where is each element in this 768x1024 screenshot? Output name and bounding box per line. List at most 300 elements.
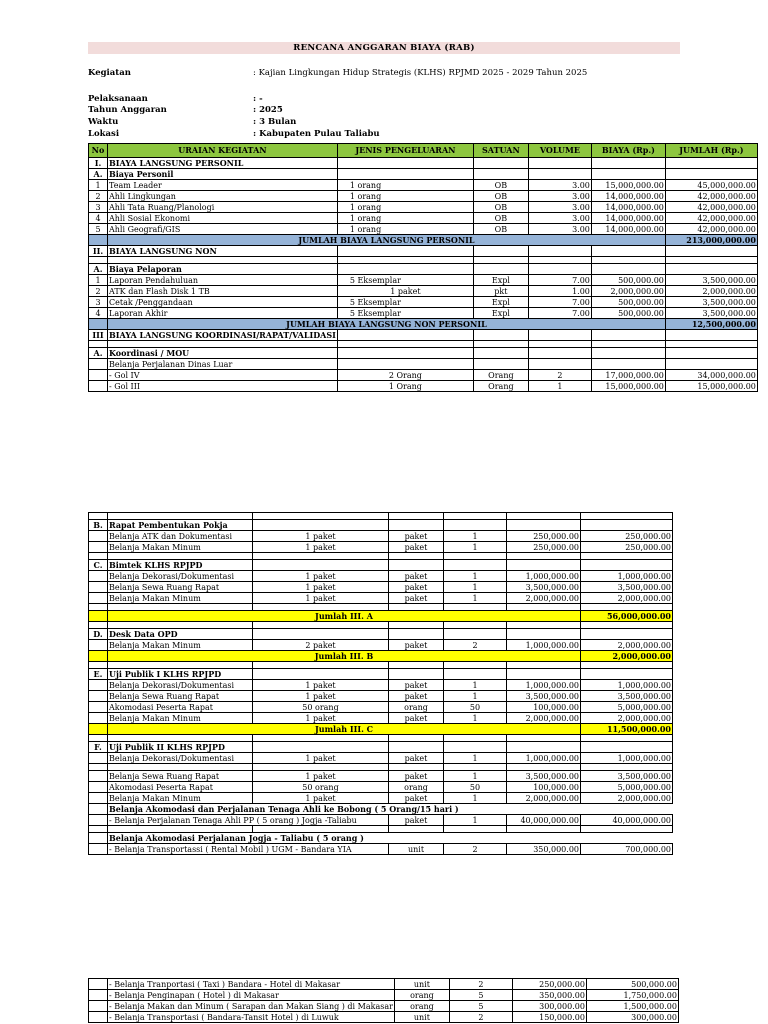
row-volume	[528, 341, 591, 348]
table-row	[89, 815, 673, 826]
row-volume: 2	[444, 844, 507, 855]
column-header: URAIAN KEGIATAN	[108, 144, 338, 158]
row-cost: 250,000.00	[507, 542, 581, 553]
row-expense-type	[253, 520, 389, 531]
table-row	[89, 826, 673, 833]
row-expense-type: 1 paket	[253, 593, 389, 604]
row-volume	[444, 742, 507, 753]
row-total: 1,000,000.00	[581, 753, 673, 764]
row-description: - Belanja Transportassi ( Rental Mobil ) UGM - Bandara YIA	[108, 844, 389, 855]
row-description: ATK dan Flash Disk 1 TB	[108, 286, 338, 297]
row-cost: 2,000,000.00	[591, 286, 665, 297]
row-unit: paket	[389, 771, 444, 782]
row-cost: 100,000.00	[507, 702, 581, 713]
row-unit	[473, 158, 528, 169]
row-description: Ahli Sosial Ekonomi	[108, 213, 338, 224]
row-description: - Gol III	[108, 381, 338, 392]
row-expense-type: 5 Eksemplar	[337, 275, 473, 286]
row-total	[665, 348, 757, 359]
section-row	[89, 169, 758, 180]
row-volume: 1	[444, 582, 507, 593]
row-description	[108, 826, 253, 833]
row-description: Belanja Makan Minum	[108, 593, 253, 604]
row-number: F.	[89, 742, 108, 753]
row-cost	[507, 520, 581, 531]
row-number	[89, 370, 108, 381]
row-unit: unit	[394, 979, 449, 990]
row-total	[581, 604, 673, 611]
row-volume: 3.00	[528, 224, 591, 235]
row-description: - Belanja Tranportasi ( Taxi ) Bandara - Hotel di Makasar	[108, 979, 395, 990]
section-row	[89, 669, 673, 680]
row-cost: 350,000.00	[507, 844, 581, 855]
row-number: A.	[89, 169, 108, 180]
subtotal-row	[89, 724, 673, 735]
row-total	[581, 662, 673, 669]
row-volume: 1	[444, 793, 507, 804]
row-unit	[389, 669, 444, 680]
row-description: Belanja Dekorasi/Dokumentasi	[108, 680, 253, 691]
row-number: B.	[89, 520, 108, 531]
row-expense-type	[253, 826, 389, 833]
row-total: 2,000,000.00	[581, 793, 673, 804]
table-row	[89, 979, 679, 990]
row-unit	[389, 604, 444, 611]
row-expense-type	[253, 629, 389, 640]
row-volume	[444, 604, 507, 611]
row-volume: 50	[444, 782, 507, 793]
table-row	[89, 604, 673, 611]
row-description: Uji Publik II KLHS RPJPD	[108, 742, 253, 753]
row-number	[89, 513, 108, 520]
table-row	[89, 513, 673, 520]
row-cost: 14,000,000.00	[591, 213, 665, 224]
row-expense-type	[253, 662, 389, 669]
table-row	[89, 286, 758, 297]
row-cost: 3,500,000.00	[507, 582, 581, 593]
row-cost	[507, 742, 581, 753]
row-unit	[389, 553, 444, 560]
table-row	[89, 381, 758, 392]
row-cost	[507, 622, 581, 629]
row-volume: 1	[444, 542, 507, 553]
row-unit: Expl	[473, 308, 528, 319]
row-expense-type	[337, 169, 473, 180]
section-row	[89, 158, 758, 169]
table-row	[89, 844, 673, 855]
row-cost	[591, 169, 665, 180]
row-number: III	[89, 330, 108, 341]
row-number	[89, 341, 108, 348]
row-volume: 2	[449, 979, 512, 990]
row-cost: 2,000,000.00	[507, 793, 581, 804]
row-volume	[444, 553, 507, 560]
table-row	[89, 804, 673, 815]
table-row	[89, 990, 679, 1001]
row-description: Ahli Tata Ruang/Planologi	[108, 202, 338, 213]
meta-value: : -	[253, 94, 263, 104]
row-volume	[528, 264, 591, 275]
row-number	[89, 1001, 108, 1012]
row-cost	[507, 669, 581, 680]
row-expense-type: 5 Eksemplar	[337, 308, 473, 319]
subtotal-value: 2,000,000.00	[581, 651, 673, 662]
table-row	[89, 257, 758, 264]
row-cost	[507, 662, 581, 669]
row-expense-type: 1 orang	[337, 180, 473, 191]
row-expense-type	[253, 735, 389, 742]
cell	[89, 611, 108, 622]
row-total	[581, 735, 673, 742]
row-unit: paket	[389, 713, 444, 724]
table-row	[89, 571, 673, 582]
row-total: 250,000.00	[581, 531, 673, 542]
cell	[89, 319, 108, 330]
row-volume	[528, 348, 591, 359]
row-total: 500,000.00	[586, 979, 678, 990]
row-total: 3,500,000.00	[581, 771, 673, 782]
row-expense-type	[253, 764, 389, 771]
row-description	[108, 735, 253, 742]
row-cost: 350,000.00	[512, 990, 586, 1001]
row-total	[581, 553, 673, 560]
row-description: BIAYA LANGSUNG NON	[108, 246, 338, 257]
row-number	[89, 662, 108, 669]
table-row	[89, 202, 758, 213]
meta-value: : Kajian Lingkungan Hidup Strategis (KLHS) RPJMD 2025 - 2029 Tahun 2025	[253, 68, 588, 78]
row-number	[89, 640, 108, 651]
section-row	[89, 560, 673, 571]
row-number	[89, 771, 108, 782]
row-unit: paket	[389, 640, 444, 651]
budget-table-part-1	[88, 143, 758, 392]
row-description: - Belanja Perjalanan Tenaga Ahli PP ( 5 orang ) Jogja -Taliabu	[108, 815, 389, 826]
row-total: 5,000,000.00	[581, 782, 673, 793]
row-number	[89, 622, 108, 629]
row-number: A.	[89, 264, 108, 275]
row-expense-type: 1 paket	[253, 691, 389, 702]
row-expense-type: 50 orang	[253, 782, 389, 793]
row-expense-type	[253, 560, 389, 571]
row-volume	[444, 622, 507, 629]
row-number	[89, 553, 108, 560]
row-cost	[591, 330, 665, 341]
row-description: - Belanja Transportasi ( Bandara-Tansit Hotel ) di Luwuk	[108, 1012, 395, 1023]
cell	[89, 833, 108, 844]
row-unit: paket	[389, 793, 444, 804]
row-unit: paket	[389, 593, 444, 604]
row-description	[108, 622, 253, 629]
row-expense-type	[253, 669, 389, 680]
row-volume	[444, 764, 507, 771]
meta-value: : 3 Bulan	[253, 117, 297, 127]
row-total	[665, 169, 757, 180]
row-total	[581, 764, 673, 771]
row-cost	[591, 348, 665, 359]
row-description: Laporan Pendahuluan	[108, 275, 338, 286]
row-total: 1,500,000.00	[586, 1001, 678, 1012]
row-expense-type	[337, 330, 473, 341]
row-description	[108, 513, 253, 520]
row-total: 34,000,000.00	[665, 370, 757, 381]
table-row	[89, 793, 673, 804]
row-cost	[591, 359, 665, 370]
table-row	[89, 359, 758, 370]
table-row	[89, 191, 758, 202]
row-volume: 7.00	[528, 275, 591, 286]
row-unit: OB	[473, 191, 528, 202]
row-description: Cetak /Penggandaan	[108, 297, 338, 308]
row-expense-type: 1 paket	[337, 286, 473, 297]
row-total: 40,000,000.00	[581, 815, 673, 826]
row-volume: 3.00	[528, 213, 591, 224]
row-expense-type	[253, 553, 389, 560]
meta-label: Kegiatan	[88, 68, 131, 78]
row-number: D.	[89, 629, 108, 640]
row-unit	[473, 264, 528, 275]
row-expense-type: 1 paket	[253, 680, 389, 691]
row-description: BIAYA LANGSUNG KOORDINASI/RAPAT/VALIDASI	[109, 329, 336, 340]
row-unit: paket	[389, 680, 444, 691]
row-description	[108, 257, 338, 264]
row-total	[665, 246, 757, 257]
row-unit: Orang	[473, 381, 528, 392]
row-description: - Gol IV	[108, 370, 338, 381]
row-number: 4	[89, 308, 108, 319]
row-unit: paket	[389, 753, 444, 764]
row-volume	[444, 669, 507, 680]
subtotal-value: 56,000,000.00	[581, 611, 673, 622]
row-unit: unit	[394, 1012, 449, 1023]
row-volume: 2	[444, 640, 507, 651]
row-cost: 14,000,000.00	[591, 191, 665, 202]
row-volume: 1	[444, 571, 507, 582]
row-volume: 50	[444, 702, 507, 713]
row-unit: paket	[389, 571, 444, 582]
row-cost	[507, 764, 581, 771]
row-expense-type: 1 orang	[337, 224, 473, 235]
subtotal-row	[89, 651, 673, 662]
row-cost: 150,000.00	[512, 1012, 586, 1023]
row-number	[89, 1012, 108, 1023]
row-number: 2	[89, 191, 108, 202]
row-total: 45,000,000.00	[665, 180, 757, 191]
budget-table-part-3	[88, 978, 679, 1023]
table-row	[89, 640, 673, 651]
table-row	[89, 180, 758, 191]
row-cost: 300,000.00	[512, 1001, 586, 1012]
table-row	[89, 735, 673, 742]
row-total	[581, 622, 673, 629]
table-row	[89, 764, 673, 771]
cell	[89, 235, 108, 246]
subtotal-label: Jumlah III. C	[108, 724, 581, 735]
row-expense-type	[253, 742, 389, 753]
row-number: II.	[89, 246, 108, 257]
row-number	[89, 990, 108, 1001]
row-description: Koordinasi / MOU	[108, 348, 338, 359]
row-total: 42,000,000.00	[665, 202, 757, 213]
row-total: 250,000.00	[581, 542, 673, 553]
row-unit: OB	[473, 224, 528, 235]
table-row	[89, 662, 673, 669]
section-row	[89, 264, 758, 275]
column-header: BIAYA (Rp.)	[591, 144, 665, 158]
row-expense-type	[253, 513, 389, 520]
row-volume: 1	[444, 680, 507, 691]
row-number	[89, 815, 108, 826]
row-expense-type	[337, 348, 473, 359]
row-cost: 250,000.00	[512, 979, 586, 990]
row-expense-type: 1 paket	[253, 793, 389, 804]
row-volume	[444, 520, 507, 531]
row-unit	[473, 341, 528, 348]
table-row	[89, 308, 758, 319]
row-number	[89, 979, 108, 990]
row-cost: 1,000,000.00	[507, 753, 581, 764]
row-description	[108, 553, 253, 560]
row-cost: 17,000,000.00	[591, 370, 665, 381]
group-heading: Belanja Akomodasi Perjalanan Jogja - Taliabu ( 5 orang )	[108, 833, 673, 844]
subtotal-value: 213,000,000.00	[665, 235, 757, 246]
row-total: 3,500,000.00	[665, 275, 757, 286]
table-row	[89, 622, 673, 629]
row-total	[581, 826, 673, 833]
row-total: 1,000,000.00	[581, 571, 673, 582]
row-description: Bimtek KLHS RPJPD	[108, 560, 253, 571]
row-expense-type	[337, 158, 473, 169]
row-unit: paket	[389, 542, 444, 553]
row-unit	[389, 662, 444, 669]
row-cost: 2,000,000.00	[507, 593, 581, 604]
row-unit: OB	[473, 202, 528, 213]
row-expense-type	[337, 341, 473, 348]
row-number	[89, 381, 108, 392]
row-cost	[591, 257, 665, 264]
row-cost: 1,000,000.00	[507, 640, 581, 651]
row-unit: paket	[389, 815, 444, 826]
row-number: 3	[89, 297, 108, 308]
row-total	[581, 560, 673, 571]
row-cost: 3,500,000.00	[507, 691, 581, 702]
row-unit: paket	[389, 531, 444, 542]
row-number	[89, 753, 108, 764]
row-volume	[444, 735, 507, 742]
row-unit	[473, 359, 528, 370]
section-row	[89, 246, 758, 257]
row-description: Akomodasi Peserta Rapat	[108, 702, 253, 713]
row-expense-type: 1 orang	[337, 202, 473, 213]
row-total	[665, 330, 757, 341]
row-unit	[389, 826, 444, 833]
row-volume: 1.00	[528, 286, 591, 297]
row-volume	[444, 826, 507, 833]
subtotal-value: 11,500,000.00	[581, 724, 673, 735]
row-total	[581, 513, 673, 520]
row-total: 700,000.00	[581, 844, 673, 855]
column-header: SATUAN	[473, 144, 528, 158]
row-expense-type	[337, 246, 473, 257]
row-total: 3,500,000.00	[581, 691, 673, 702]
row-number	[89, 826, 108, 833]
row-unit	[473, 330, 528, 341]
table-row	[89, 680, 673, 691]
row-unit: OB	[473, 213, 528, 224]
row-description	[108, 764, 253, 771]
row-cost: 14,000,000.00	[591, 224, 665, 235]
subtotal-label: JUMLAH BIAYA LANGSUNG PERSONIL	[108, 235, 666, 246]
budget-table-part-2	[88, 512, 673, 855]
row-cost: 1,000,000.00	[507, 571, 581, 582]
row-volume: 2	[449, 1012, 512, 1023]
row-unit	[389, 629, 444, 640]
row-cost: 500,000.00	[591, 308, 665, 319]
cell	[89, 724, 108, 735]
row-description	[108, 341, 338, 348]
row-cost	[591, 246, 665, 257]
row-volume: 5	[449, 990, 512, 1001]
row-description: Belanja Makan Minum	[108, 542, 253, 553]
row-description: Ahli Lingkungan	[108, 191, 338, 202]
section-row	[89, 520, 673, 531]
row-total	[581, 520, 673, 531]
row-total: 3,500,000.00	[665, 308, 757, 319]
row-expense-type	[337, 359, 473, 370]
table-row	[89, 593, 673, 604]
cell	[89, 804, 108, 815]
row-volume: 1	[528, 381, 591, 392]
row-volume	[444, 513, 507, 520]
row-number	[89, 702, 108, 713]
table-row	[89, 531, 673, 542]
row-volume: 3.00	[528, 202, 591, 213]
row-volume: 1	[444, 531, 507, 542]
table-row	[89, 691, 673, 702]
subtotal-value: 12,500,000.00	[665, 319, 757, 330]
row-number: E.	[89, 669, 108, 680]
row-number	[89, 713, 108, 724]
row-expense-type: 1 paket	[253, 542, 389, 553]
section-row	[89, 330, 758, 341]
row-number	[89, 735, 108, 742]
row-expense-type: 1 paket	[253, 582, 389, 593]
table-row	[89, 224, 758, 235]
row-unit: paket	[389, 582, 444, 593]
row-description: Uji Publik I KLHS RPJPD	[108, 669, 253, 680]
row-cost	[591, 264, 665, 275]
row-description: Belanja Makan Minum	[108, 713, 253, 724]
table-row	[89, 370, 758, 381]
row-description: Belanja Sewa Ruang Rapat	[108, 691, 253, 702]
row-cost: 250,000.00	[507, 531, 581, 542]
row-cost: 500,000.00	[591, 275, 665, 286]
row-unit: Expl	[473, 297, 528, 308]
row-volume: 1	[444, 691, 507, 702]
row-expense-type: 1 paket	[253, 571, 389, 582]
row-total: 1,000,000.00	[581, 680, 673, 691]
group-heading: Belanja Akomodasi dan Perjalanan Tenaga Ahli ke Bobong ( 5 Orang/15 hari )	[108, 804, 673, 815]
row-volume: 1	[444, 713, 507, 724]
row-description: Team Leader	[108, 180, 338, 191]
row-total: 15,000,000.00	[665, 381, 757, 392]
row-expense-type: 1 paket	[253, 753, 389, 764]
row-expense-type	[253, 622, 389, 629]
row-volume: 1	[444, 753, 507, 764]
row-total	[665, 158, 757, 169]
subtotal-label: Jumlah III. B	[108, 651, 581, 662]
row-number: I.	[89, 158, 108, 169]
row-cost: 15,000,000.00	[591, 381, 665, 392]
